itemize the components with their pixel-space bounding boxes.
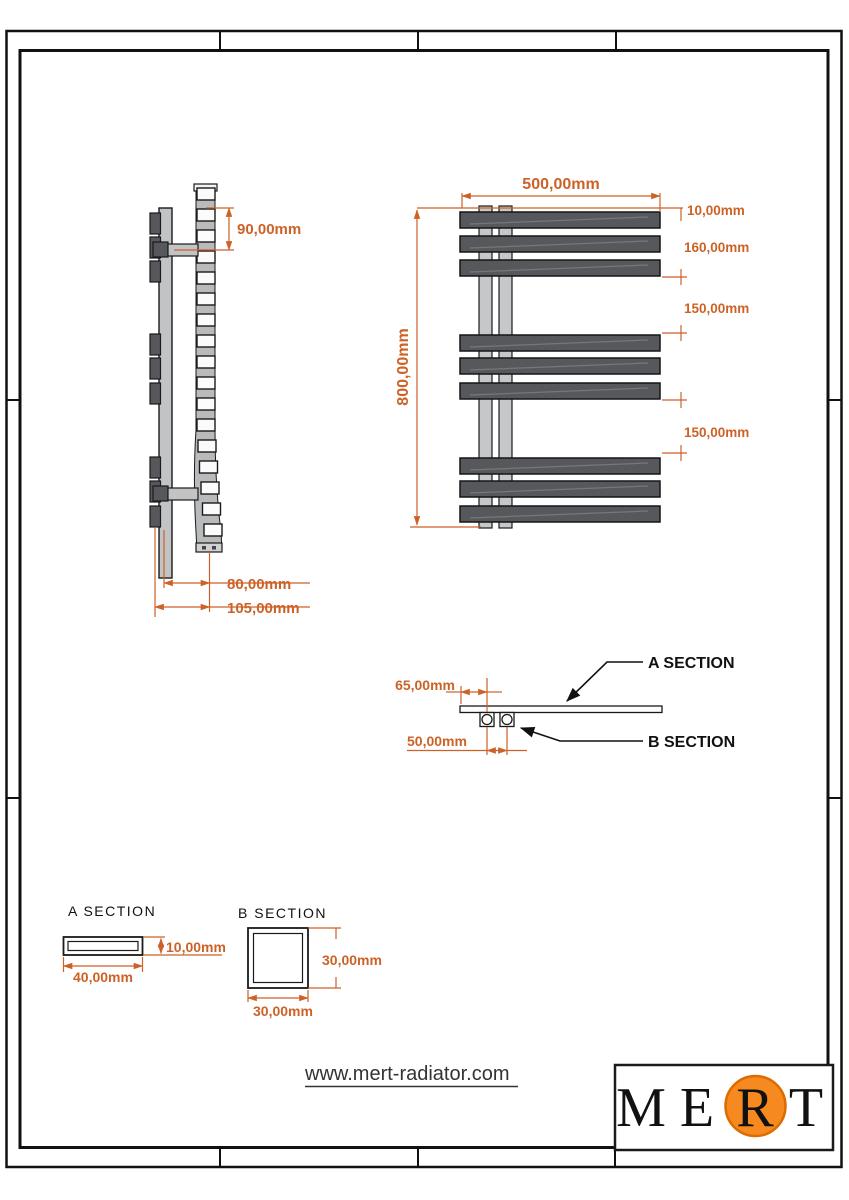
label-a-section: A SECTION — [648, 655, 735, 672]
leader-b-section — [521, 728, 643, 741]
plan-tubes — [480, 713, 514, 727]
detail-b-section — [238, 905, 382, 1019]
dim-160mm-label: 160,00mm — [684, 240, 750, 255]
column-foot — [196, 543, 222, 552]
side-view — [150, 184, 310, 617]
dim-105mm-label: 105,00mm — [227, 600, 300, 617]
footer — [304, 1063, 833, 1167]
leader-a-section — [567, 662, 643, 701]
detail-a-height-label: 10,00mm — [166, 939, 226, 955]
dim-800mm-label: 800,00mm — [395, 328, 412, 406]
detail-b-inner — [254, 934, 303, 983]
label-b-section: B SECTION — [648, 734, 736, 751]
website-link[interactable]: www.mert-radiator.com — [305, 1063, 510, 1085]
outer-border — [7, 31, 842, 1167]
plan-section-view — [395, 655, 735, 755]
detail-a-width-label: 40,00mm — [73, 969, 133, 985]
dim-150mm-label-1: 150,00mm — [684, 301, 750, 316]
detail-b-title: B SECTION — [238, 905, 327, 921]
dim-65mm-label: 65,00mm — [395, 677, 455, 693]
logo-letter-m: M — [616, 1077, 666, 1139]
dim-90mm-label: 90,00mm — [237, 221, 302, 238]
front-view — [395, 176, 749, 528]
centering-marks — [7, 31, 842, 1167]
detail-a-title: A SECTION — [68, 903, 157, 919]
detail-b-width-label: 30,00mm — [253, 1003, 313, 1019]
detail-a-inner — [68, 942, 138, 951]
dim-80mm-label: 80,00mm — [227, 576, 292, 593]
plan-flat-bar — [460, 706, 662, 713]
detail-b-height-label: 30,00mm — [322, 952, 382, 968]
dim-150mm-label-2: 150,00mm — [684, 425, 750, 440]
mert-logo — [615, 1065, 833, 1150]
logo-letter-t: T — [788, 1077, 824, 1139]
logo-letter-r: R — [736, 1077, 774, 1139]
dim-10mm-label: 10,00mm — [687, 203, 745, 218]
detail-a-section — [64, 903, 226, 985]
logo-letter-e: E — [679, 1077, 715, 1139]
drawing-frame — [7, 31, 842, 1167]
dim-50mm-label: 50,00mm — [407, 733, 467, 749]
dim-500mm-label: 500,00mm — [522, 176, 600, 193]
